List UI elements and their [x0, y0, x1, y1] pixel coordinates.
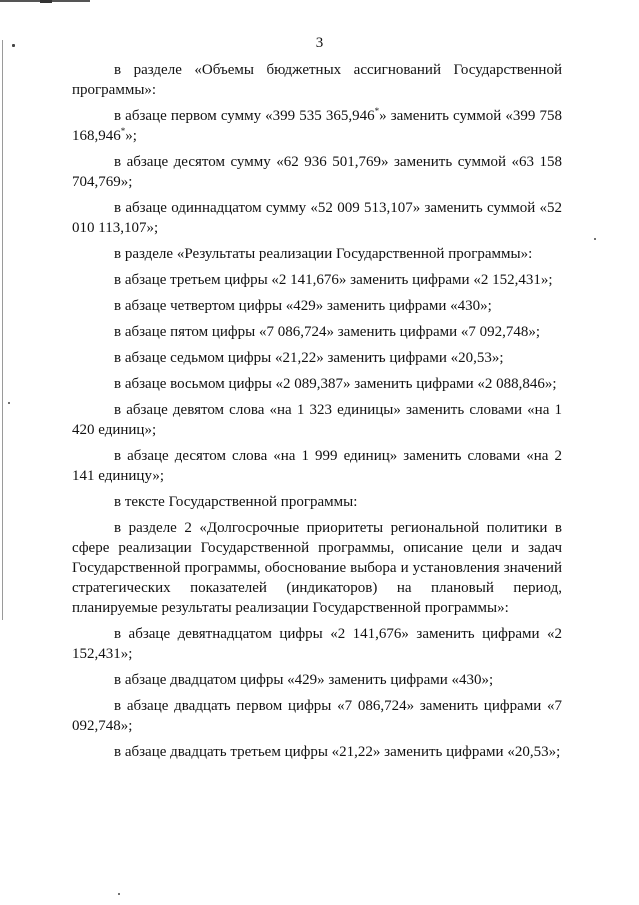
paragraph: в абзаце седьмом цифры «21,22» заменить цифрами «20,53»; — [114, 350, 504, 366]
paragraph: в разделе 2 «Долгосрочные приоритеты региональной политики в сфере реализации Государственной программы, описание цели и задач Государственной программы, обоснование выбора и установления значений стратегических показателей (индикаторов) на плановый период, планируемые результаты реализации Государственной программы»: — [72, 520, 562, 616]
paragraph: в абзаце первом сумму «399 535 365,946*» заменить суммой «399 758 168,946*»; — [72, 106, 562, 144]
paragraph: в абзаце девятом слова «на 1 323 единицы» заменить словами «на 1 420 единиц»; — [72, 402, 562, 438]
paragraph: в разделе «Объемы бюджетных ассигнований Государственной программы»: — [72, 62, 562, 98]
paragraph: в абзаце одиннадцатом сумму «52 009 513,107» заменить суммой «52 010 113,107»; — [72, 200, 562, 236]
page-number: 3 — [315, 35, 324, 51]
paragraph: в абзаце пятом цифры «7 086,724» заменить цифрами «7 092,748»; — [114, 324, 541, 340]
paragraph: в абзаце двадцать первом цифры «7 086,724» заменить цифрами «7 092,748»; — [72, 698, 562, 734]
scan-speck — [8, 402, 10, 404]
paragraph: в разделе «Результаты реализации Государственной программы»: — [114, 246, 533, 262]
scan-artifact-mark — [40, 0, 52, 3]
paragraph: в абзаце десятом слова «на 1 999 единиц» заменить словами «на 2 141 единицу»; — [72, 448, 562, 484]
paragraph: в абзаце двадцать третьем цифры «21,22» заменить цифрами «20,53»; — [114, 744, 561, 760]
footnote-marker: * — [120, 126, 126, 136]
paragraph: в абзаце девятнадцатом цифры «2 141,676» заменить цифрами «2 152,431»; — [72, 626, 562, 662]
paragraph: в абзаце восьмом цифры «2 089,387» заменить цифрами «2 088,846»; — [114, 376, 557, 392]
scan-speck — [118, 893, 120, 895]
paragraph: в абзаце десятом сумму «62 936 501,769» заменить суммой «63 158 704,769»; — [72, 154, 562, 190]
paragraph: в абзаце четвертом цифры «429» заменить цифрами «430»; — [114, 298, 492, 314]
footnote-marker: * — [374, 106, 380, 116]
paragraph: в тексте Государственной программы: — [114, 494, 358, 510]
scan-artifact-left-edge — [2, 40, 3, 620]
document-body — [72, 60, 562, 768]
paragraph: в абзаце третьем цифры «2 141,676» заменить цифрами «2 152,431»; — [114, 272, 553, 288]
scan-speck — [594, 238, 596, 240]
paragraph: в абзаце двадцатом цифры «429» заменить цифрами «430»; — [114, 672, 494, 688]
